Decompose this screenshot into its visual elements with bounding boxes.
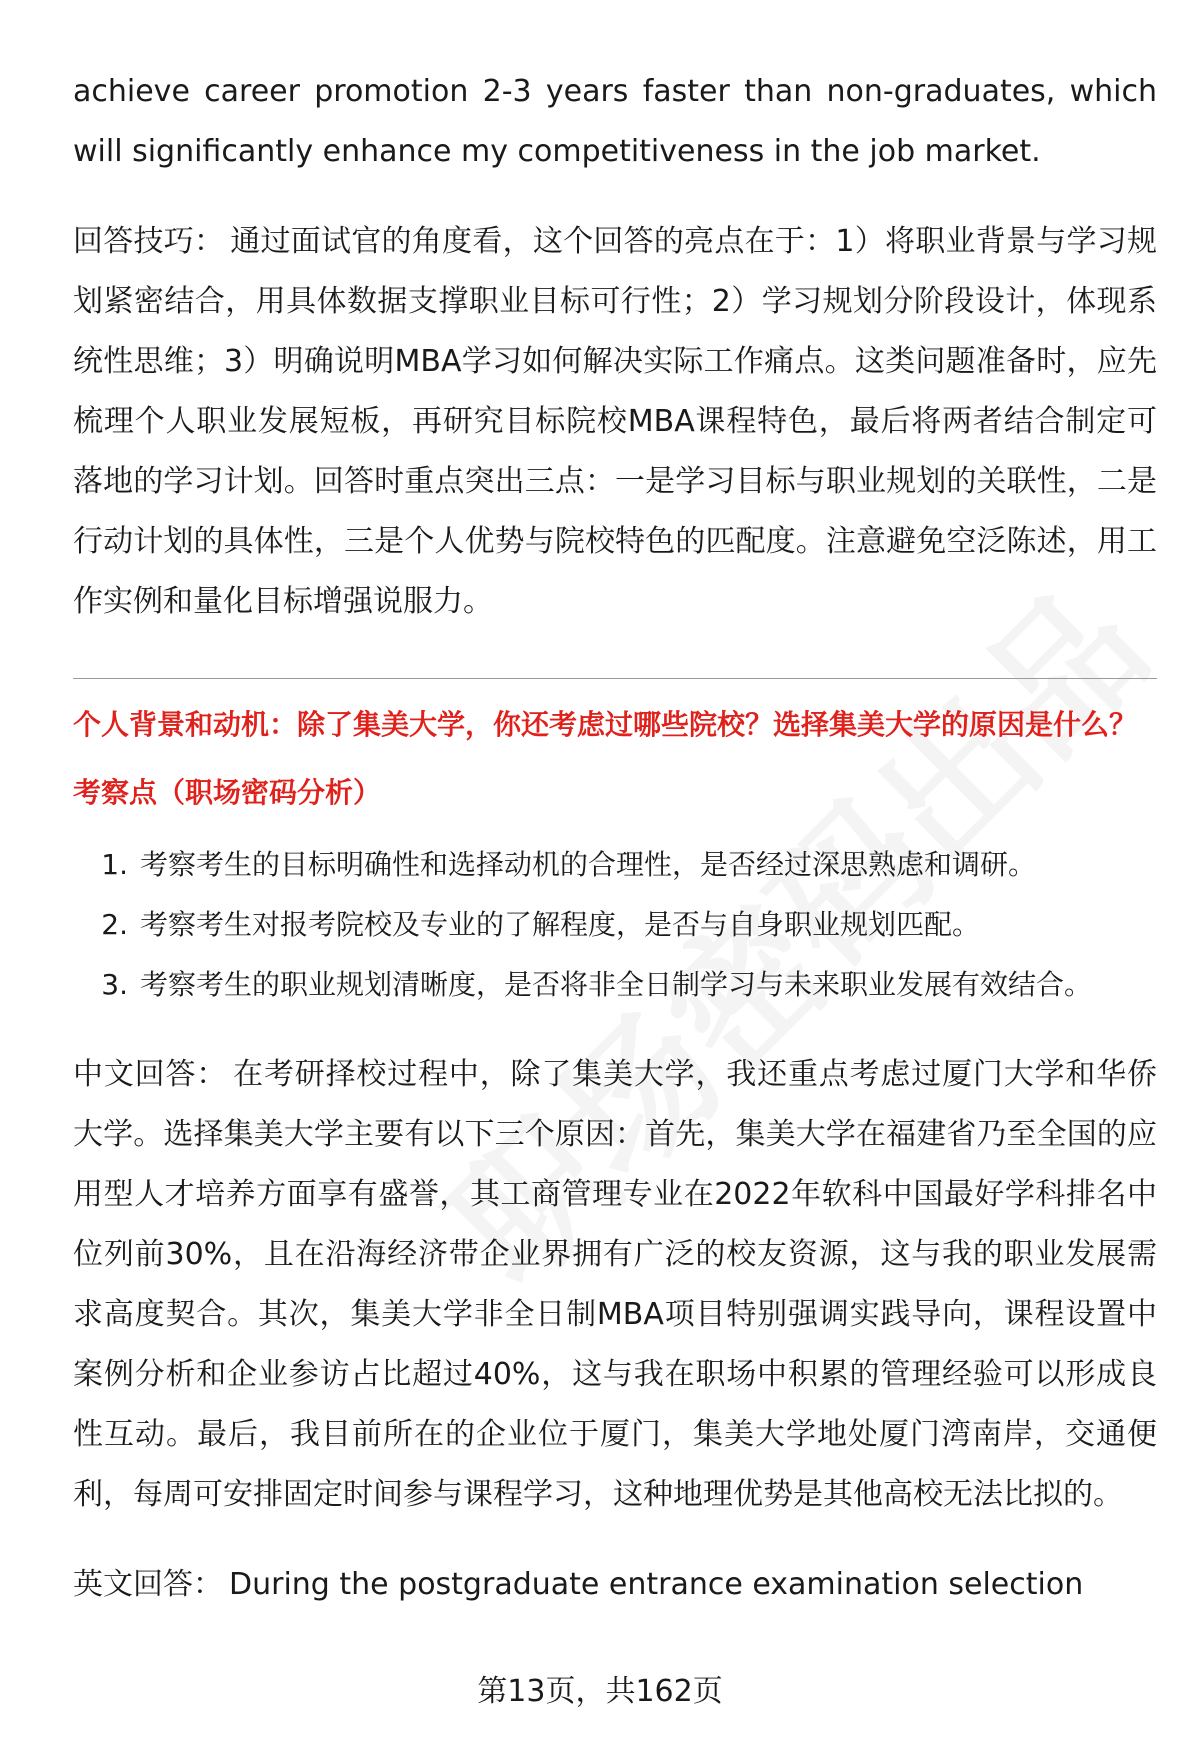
document-page bbox=[73, 62, 1157, 1615]
list-item-number: 1. bbox=[101, 848, 128, 881]
chinese-answer-text: 在考研择校过程中，除了集美大学，我还重点考虑过厦门大学和华侨大学。选择集美大学主要有以下三个原因：首先，集美大学在福建省乃至全国的应用型人才培养方面享有盛誉，其工商管理专业在2022年软科中国最好学科排名中位列前30%，且在沿海经济带企业界拥有广泛的校友资源，这与我的职业发展需求高度契合。其次，集美大学非全日制MBA项目特别强调实践导向，课程设置中案例分析和企业参访占比超过40%，这与我在职场中积累的管理经验可以形成良性互动。最后，我目前所在的企业位于厦门，集美大学地处厦门湾南岸，交通便利，每周可安排固定时间参与课程学习，这种地理优势是其他高校无法比拟的。 bbox=[73, 1057, 1158, 1512]
chinese-answer-label: 中文回答： bbox=[73, 1057, 228, 1092]
answer-tips-paragraph bbox=[73, 212, 1157, 632]
list-item-number: 2. bbox=[101, 908, 128, 941]
question-heading: 个人背景和动机：除了集美大学，你还考虑过哪些院校？选择集美大学的原因是什么？ bbox=[73, 708, 1138, 741]
answer-tips-label: 回答技巧： bbox=[73, 224, 225, 259]
list-item-text: 考察考生对报考院校及专业的了解程度，是否与自身职业规划匹配。 bbox=[140, 908, 981, 941]
english-answer-paragraph bbox=[73, 1555, 1157, 1615]
analysis-points-list bbox=[73, 835, 1157, 1015]
english-answer-text: During the postgraduate entrance examination selection bbox=[229, 1567, 1084, 1602]
list-item-number: 3. bbox=[101, 968, 128, 1001]
answer-tips-text: 通过面试官的角度看，这个回答的亮点在于：1）将职业背景与学习规划紧密结合，用具体数据支撑职业目标可行性；2）学习规划分阶段设计，体现系统性思维；3）明确说明MBA学习如何解决实际工作痛点。这类问题准备时，应先梳理个人职业发展短板，再研究目标院校MBA课程特色，最后将两者结合制定可落地的学习计划。回答时重点突出三点：一是学习目标与职业规划的关联性，二是行动计划的具体性，三是个人优势与院校特色的匹配度。注意避免空泛陈述，用工作实例和量化目标增强说服力。 bbox=[73, 224, 1158, 619]
english-answer-label: 英文回答： bbox=[73, 1567, 223, 1602]
list-item bbox=[73, 835, 1157, 895]
list-item bbox=[73, 895, 1157, 955]
page-indicator: 第13页，共162页 bbox=[477, 1674, 723, 1709]
list-item bbox=[73, 955, 1157, 1015]
section-divider bbox=[73, 678, 1157, 679]
intro-paragraph: achieve career promotion 2-3 years faster than non-graduates, which will significantly enhance my competitiveness in the job market. bbox=[73, 74, 1157, 169]
list-item-text: 考察考生的职业规划清晰度，是否将非全日制学习与未来职业发展有效结合。 bbox=[140, 968, 1093, 1001]
analysis-title: 考察点（职场密码分析） bbox=[73, 776, 382, 809]
list-item-text: 考察考生的目标明确性和选择动机的合理性，是否经过深思熟虑和调研。 bbox=[140, 848, 1037, 881]
chinese-answer-paragraph bbox=[73, 1045, 1157, 1525]
